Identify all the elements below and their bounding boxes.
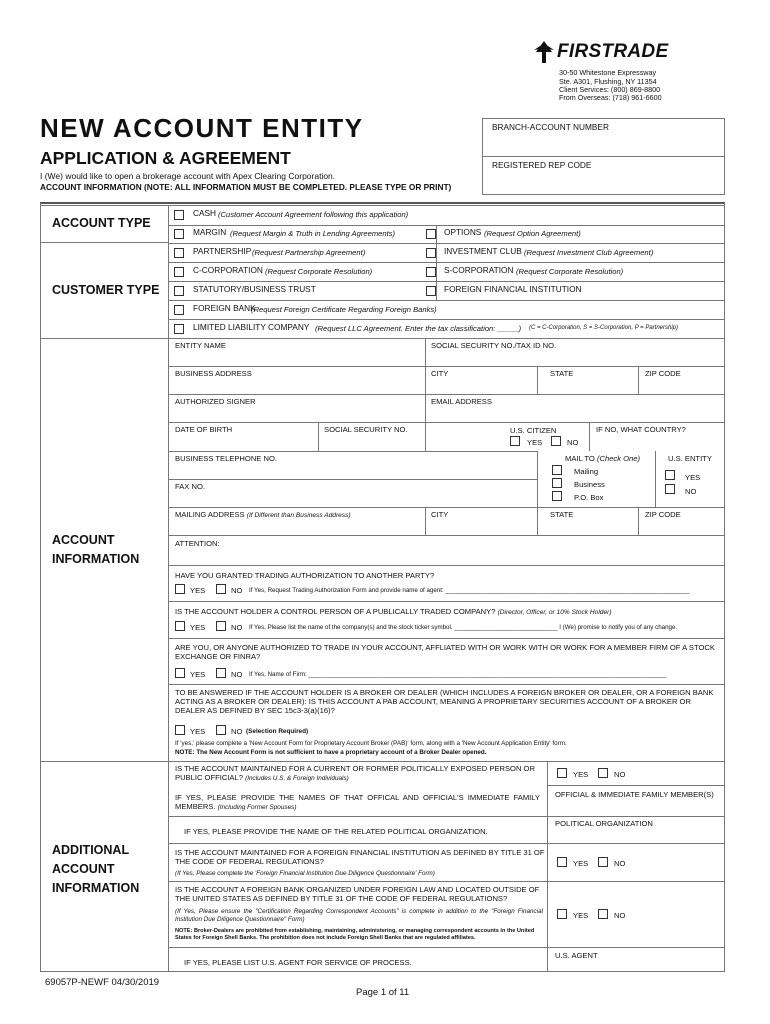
mailing-state-label: STATE [550,510,574,519]
mail-to-pobox-label: P.O. Box [574,493,604,502]
us-entity-no-checkbox[interactable] [665,484,675,494]
fb-yes-label: YES [573,911,589,920]
pep-names-note: (Including Former Spouses) [217,804,297,812]
mailing-zip-label: ZIP CODE [645,510,681,519]
q4-pab-account: TO BE ANSWERED IF THE ACCOUNT HOLDER IS A BROKER OR DEALER (WHICH INCLUDES A FOREIGN BROKER OR DEALER, OR A FOREIGN BANK ACTING AS A BROKER OR DEALER): IS THIS ACCOUNT A PAB ACCOUNT, MEANING A PROPRIETARY SECURITIES ACCOUNT OF A BROKER OR DEALER AS DEFINED BY SEC 15c3-3(a)(16)? [175,688,714,716]
us-citizen-yes-checkbox[interactable] [510,436,520,446]
us-agent-field[interactable] [549,961,723,971]
note-text: ACCOUNT INFORMATION (NOTE: ALL INFORMATION MUST BE COMPLETED. PLEASE TYPE OR PRINT) [40,182,452,192]
q4-selection-required: (Selection Required) [246,728,309,735]
q2-control-person [175,607,612,617]
check-one-text: (Check One) [596,454,640,463]
q4-yes-label: YES [190,727,206,736]
s-corporation-note: (Request Corporate Resolution) [516,267,624,276]
q2-yes-label: YES [190,623,206,632]
pep-yes-label: YES [573,770,589,779]
q4-if-yes: If 'yes,' please complete a 'New Account Form for Proprietary Account Broker (PAB)' form, along with a 'New Account Application Entity' form. [175,740,567,747]
q3-member-firm: ARE YOU, OR ANYONE AUTHORIZED TO TRADE IN YOUR ACCOUNT, AFFLIATED WITH OR WORK WITH OR WORK FOR A MEMBER FIRM OF A STOCK EXCHANGE OR FINRA? [175,643,715,662]
q4-yes-checkbox[interactable] [175,725,185,735]
q3-if-yes: If Yes, Name of Firm: ________________________________________________________________________________________________________ [249,671,667,678]
mail-to-pobox-checkbox[interactable] [552,491,562,501]
margin-note: (Request Margin & Truth in Lending Agreements) [230,229,396,238]
us-citizen-no-label: NO [567,438,579,447]
foreign-bank-checkbox[interactable] [174,305,184,315]
us-entity-no-label: NO [685,487,697,496]
pep-question [175,764,540,783]
pep-yes-checkbox[interactable] [557,768,567,778]
official-family-field[interactable] [549,801,723,815]
c-corporation-note: (Request Corporate Resolution) [265,267,373,276]
foreign-bank-note2: NOTE: Broker-Dealers are prohibited from establishing, maintaining, administering, or managing correspondent accounts in the United States for Foreign Shell Banks. The prohibition does not include Foreign Shell Banks that are regulated affiliates. [175,928,535,941]
us-citizen-label: U.S. CITIZEN [510,426,557,435]
cash-note: (Customer Account Agreement following this application) [218,210,409,219]
fb-no-label: NO [614,911,626,920]
margin-checkbox[interactable] [174,229,184,239]
branch-account-label: BRANCH-ACCOUNT NUMBER [492,122,609,132]
rep-code-field[interactable] [484,172,723,193]
foreign-bank-label: FOREIGN BANK [193,303,256,313]
q4-note: NOTE: The New Account Form is not sufficient to have a proprietary account of a Broker Dealer opened. [175,749,487,756]
q1-if-yes: If Yes, Request Trading Authorization Form and provide name of agent: _______________________________________________________________________ [249,587,690,594]
mailing-city-label: CITY [431,510,449,519]
q2-no-label: NO [231,623,243,632]
us-entity-yes-label: YES [685,473,701,482]
pep-note: (Includes U.S. & Foreign Individuals) [245,775,349,783]
email-label: EMAIL ADDRESS [431,397,492,406]
section-customer-type: CUSTOMER TYPE [52,283,160,297]
zip-label: ZIP CODE [645,369,681,378]
us-citizen-yes-label: YES [527,438,543,447]
q2-yes-checkbox[interactable] [175,621,185,631]
llc-classification-note: (C = C-Corporation, S = S-Corporation, P = Partnership) [529,325,679,331]
foreign-bank-question: IS THE ACCOUNT A FOREIGN BANK ORGANIZED UNDER FOREIGN LAW AND LOCATED OUTSIDE OF THE UNITED STATES AS DEFINED BY TITLE 31 OF THE CODE OF FEDERAL REGULATIONS? [175,885,540,904]
ffi-question: IS THE ACCOUNT MAINTAINED FOR A FOREIGN FINANCIAL INSTITUTION AS DEFINED BY TITLE 31 OF THE CODE OF FEDERAL REGULATIONS? [175,848,545,867]
official-family-label: OFFICIAL & IMMEDIATE FAMILY MEMBER(S) [555,790,714,799]
page-subtitle: APPLICATION & AGREEMENT [40,148,291,168]
us-agent-label: U.S. AGENT [555,951,598,960]
q1-trading-authorization: HAVE YOU GRANTED TRADING AUTHORIZATION TO ANOTHER PARTY? [175,571,435,580]
pep-text: IS THE ACCOUNT MAINTAINED FOR A CURRENT OR FORMER POLITICALLY EXPOSED PERSON OR PUBLIC OFFICIAL? [175,764,535,783]
q4-no-label: NO [231,727,243,736]
us-entity-label: U.S. ENTITY [668,454,712,463]
pep-no-label: NO [614,770,626,779]
ffi-label: FOREIGN FINANCIAL INSTITUTION [444,284,582,294]
q2-if-yes: If Yes, Please list the name of the company(s) and the stock ticker symbol. ______________________________ I (We) promise to notify you of any change. [249,624,678,631]
firm-phone2: From Overseas: (718) 961-6600 [559,93,662,102]
llc-note: (Request LLC Agreement. Enter the tax classification: _____) [315,324,522,333]
dob-label: DATE OF BIRTH [175,425,233,434]
branch-account-field[interactable] [484,134,723,154]
q3-no-checkbox[interactable] [216,668,226,678]
fax-field[interactable] [170,492,535,506]
entity-name-field[interactable] [170,351,423,365]
llc-label: LIMITED LIABILITY COMPANY [193,322,310,332]
q1-no-label: NO [231,586,243,595]
country-field[interactable] [591,435,723,449]
fb-yes-checkbox[interactable] [557,909,567,919]
city-field[interactable] [427,379,535,393]
section-account-type: ACCOUNT TYPE [52,216,151,230]
us-citizen-no-checkbox[interactable] [551,436,561,446]
mailing-city-field[interactable] [427,520,535,534]
investment-club-checkbox[interactable] [426,248,436,258]
mail-to-text: MAIL TO [565,454,595,463]
mailing-address-text: MAILING ADDRESS [175,510,245,519]
page-title: NEW ACCOUNT ENTITY [40,113,364,143]
authorized-signer-field[interactable] [170,407,423,421]
q1-no-checkbox[interactable] [216,584,226,594]
mailing-zip-field[interactable] [640,520,723,534]
mailing-address-note: (If Different than Business Address) [246,512,351,519]
mail-to-business-checkbox[interactable] [552,478,562,488]
llc-checkbox[interactable] [174,324,184,334]
mail-to-label [565,454,640,463]
statutory-trust-label: STATUTORY/BUSINESS TRUST [193,284,316,294]
fax-label: FAX NO. [175,482,205,491]
rep-code-label: REGISTERED REP CODE [492,160,592,170]
ffi-yes-label: YES [573,859,589,868]
q3-yes-checkbox[interactable] [175,668,185,678]
q2-text: IS THE ACCOUNT HOLDER A CONTROL PERSON OF A PUBLICALLY TRADED COMPANY? [175,607,496,616]
logo-text: FIRSTRADE [557,41,669,62]
partnership-checkbox[interactable] [174,248,184,258]
intro-text: I (We) would like to open a brokerage account with Apex Clearing Corporation. [40,171,336,181]
page-number: Page 1 of 11 [356,987,410,998]
fb-no-checkbox[interactable] [598,909,608,919]
mail-to-business-label: Business [574,480,605,489]
c-corporation-checkbox[interactable] [174,267,184,277]
political-org-field[interactable] [549,829,723,842]
ffi-yes-checkbox[interactable] [557,857,567,867]
political-org-question: IF YES, PLEASE PROVIDE THE NAME OF THE RELATED POLITICAL ORGANIZATION. [184,827,488,836]
form-id: 69057P-NEWF 04/30/2019 [45,977,160,988]
pep-no-checkbox[interactable] [598,768,608,778]
options-note: (Request Option Agreement) [484,229,581,238]
c-corporation-label: C-CORPORATION [193,265,263,275]
margin-label: MARGIN [193,227,227,237]
email-field[interactable] [427,407,723,421]
us-entity-yes-checkbox[interactable] [665,470,675,480]
options-checkbox[interactable] [426,229,436,239]
cash-checkbox[interactable] [174,210,184,220]
attention-field[interactable] [225,537,723,563]
investment-club-label: INVESTMENT CLUB [444,246,522,256]
firm-phone1: Client Services: (800) 869-8800 [559,85,661,94]
q2-no-checkbox[interactable] [216,621,226,631]
options-label: OPTIONS [444,227,482,237]
pep-names-text: IF YES, PLEASE PROVIDE THE NAMES OF THAT OFFICAL AND OFFICIAL'S IMMEDIATE FAMILY MEMBERS. [175,793,540,812]
entity-name-label: ENTITY NAME [175,341,226,350]
business-phone-label: BUSINESS TELEPHONE NO. [175,454,277,463]
q4-no-checkbox[interactable] [216,725,226,735]
business-phone-field[interactable] [170,464,535,478]
authorized-signer-label: AUTHORIZED SIGNER [175,397,256,406]
state-field[interactable] [539,379,636,393]
state-label: STATE [550,369,574,378]
ssn-tax-field[interactable] [427,351,723,365]
ssn-label: SOCIAL SECURITY NO. [324,425,408,434]
q3-yes-label: YES [190,670,206,679]
firstrade-logo [532,40,669,66]
s-corporation-checkbox[interactable] [426,267,436,277]
foreign-bank-note: (If Yes, Please ensure the "Certification Regarding Correspondent Accounts" is complete in addition to the "Foreign Financial Institution Due Diligence Questionnaire" Form) [175,908,543,923]
q3-no-label: NO [231,670,243,679]
attention-label: ATTENTION: [175,539,220,548]
city-label: CITY [431,369,449,378]
cash-label: CASH [193,208,217,218]
ssn-tax-label: SOCIAL SECURITY NO./TAX ID NO. [431,341,557,350]
dob-field[interactable] [170,435,316,449]
investment-club-note: (Request Investment Club Agreement) [524,248,654,257]
foreign-bank-note: (Request Foreign Certificate Regarding Foreign Banks) [251,305,437,314]
partnership-note: (Request Partnership Agreement) [252,248,366,257]
section-account-information: ACCOUNT INFORMATION [52,533,140,566]
ffi-no-checkbox[interactable] [598,857,608,867]
mailing-state-field[interactable] [539,520,636,534]
mailing-address-field[interactable] [170,520,423,534]
q2-note: (Director, Officer, or 10% Stock Holder) [497,609,612,616]
political-org-label: POLITICAL ORGANIZATION [555,819,653,828]
ssn-field[interactable] [320,435,423,449]
pep-names-question [175,793,540,812]
firm-address-line2: Ste. A301, Flushing, NY 11354 [559,77,657,86]
firstrade-arrow-icon [532,40,556,64]
section-additional-information: ADDITIONAL ACCOUNT INFORMATION [52,843,140,895]
firm-address-line1: 30-50 Whitestone Expressway [559,68,657,77]
s-corporation-label: S-CORPORATION [444,265,514,275]
ffi-note: (If Yes, Please complete the 'Foreign Financial Institution Due Diligence Questionnaire' Form) [175,870,435,877]
q1-yes-checkbox[interactable] [175,584,185,594]
mailing-address-label [175,510,351,520]
business-address-field[interactable] [170,379,423,393]
ffi-checkbox[interactable] [426,286,436,296]
zip-field[interactable] [640,379,723,393]
ffi-no-label: NO [614,859,626,868]
q1-yes-label: YES [190,586,206,595]
mail-to-mailing-label: Mailing [574,467,599,476]
business-address-label: BUSINESS ADDRESS [175,369,252,378]
statutory-trust-checkbox[interactable] [174,286,184,296]
partnership-label: PARTNERSHIP [193,246,252,256]
mail-to-mailing-checkbox[interactable] [552,465,562,475]
if-no-country-label: IF NO, WHAT COUNTRY? [596,425,686,434]
us-agent-question: IF YES, PLEASE LIST U.S. AGENT FOR SERVICE OF PROCESS. [184,958,412,967]
